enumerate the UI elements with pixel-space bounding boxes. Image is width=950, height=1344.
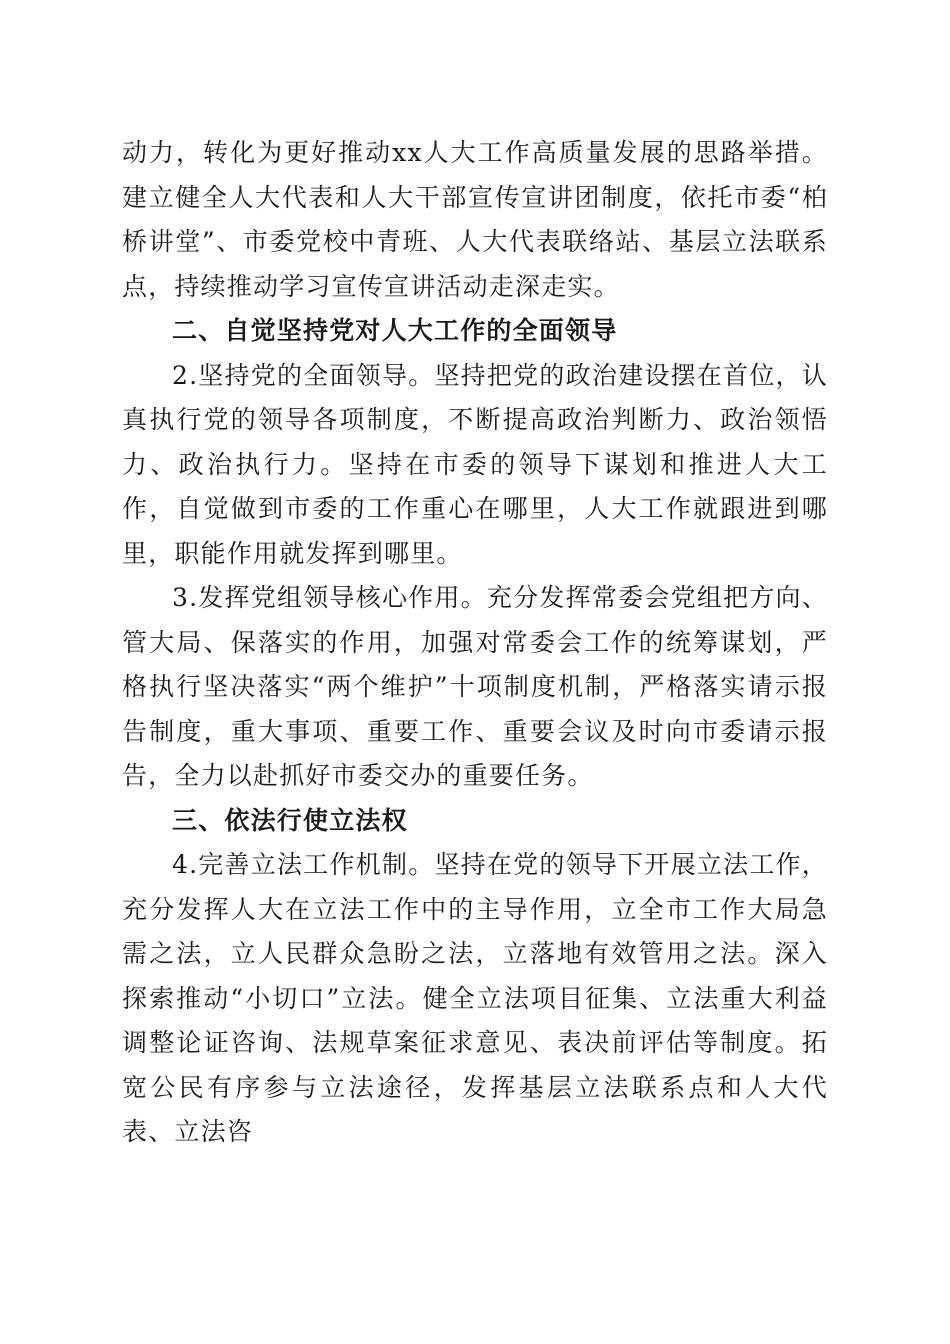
paragraph-item-4: 4.完善立法工作机制。坚持在党的领导下开展立法工作，充分发挥人大在立法工作中的主导作用，立全市工作大局急需之法，立人民群众急盼之法，立落地有效管用之法。深入探索推动“小切口”立法。健全立法项目征集、立法重大利益调整论证咨询、法规草案征求意见、表决前评估等制度。拓宽公民有序参与立法途径，发挥基层立法联系点和人大代表、立法咨 bbox=[122, 850, 828, 1146]
document-body bbox=[122, 131, 828, 1155]
section-heading-2: 二、自觉坚持党对人大工作的全面领导 bbox=[172, 316, 618, 345]
section-heading-3: 三、依法行使立法权 bbox=[172, 805, 408, 835]
paragraph-item-2: 2.坚持党的全面领导。坚持把党的政治建设摆在首位，认真执行党的领导各项制度，不断提高政治判断力、政治领悟力、政治执行力。坚持在市委的领导下谋划和推进人大工作，自觉做到市委的工作重心在哪里，人大工作就跟进到哪里，职能作用就发挥到哪里。 bbox=[122, 360, 828, 568]
paragraph-continuation: 动力，转化为更好推动xx人大工作高质量发展的思路举措。建立健全人大代表和人大干部宣传宣讲团制度，依托市委“柏桥讲堂”、市委党校中青班、人大代表联络站、基层立法联系点，持续推动学习宣传宣讲活动走深走实。 bbox=[122, 138, 828, 301]
paragraph-item-3: 3.发挥党组领导核心作用。充分发挥常委会党组把方向、管大局、保落实的作用，加强对常委会工作的统筹谋划，严格执行坚决落实“两个维护”十项制度机制，严格落实请示报告制度，重大事项、重要工作、重要会议及时向市委请示报告，全力以赴抓好市委交办的重要任务。 bbox=[122, 583, 828, 790]
